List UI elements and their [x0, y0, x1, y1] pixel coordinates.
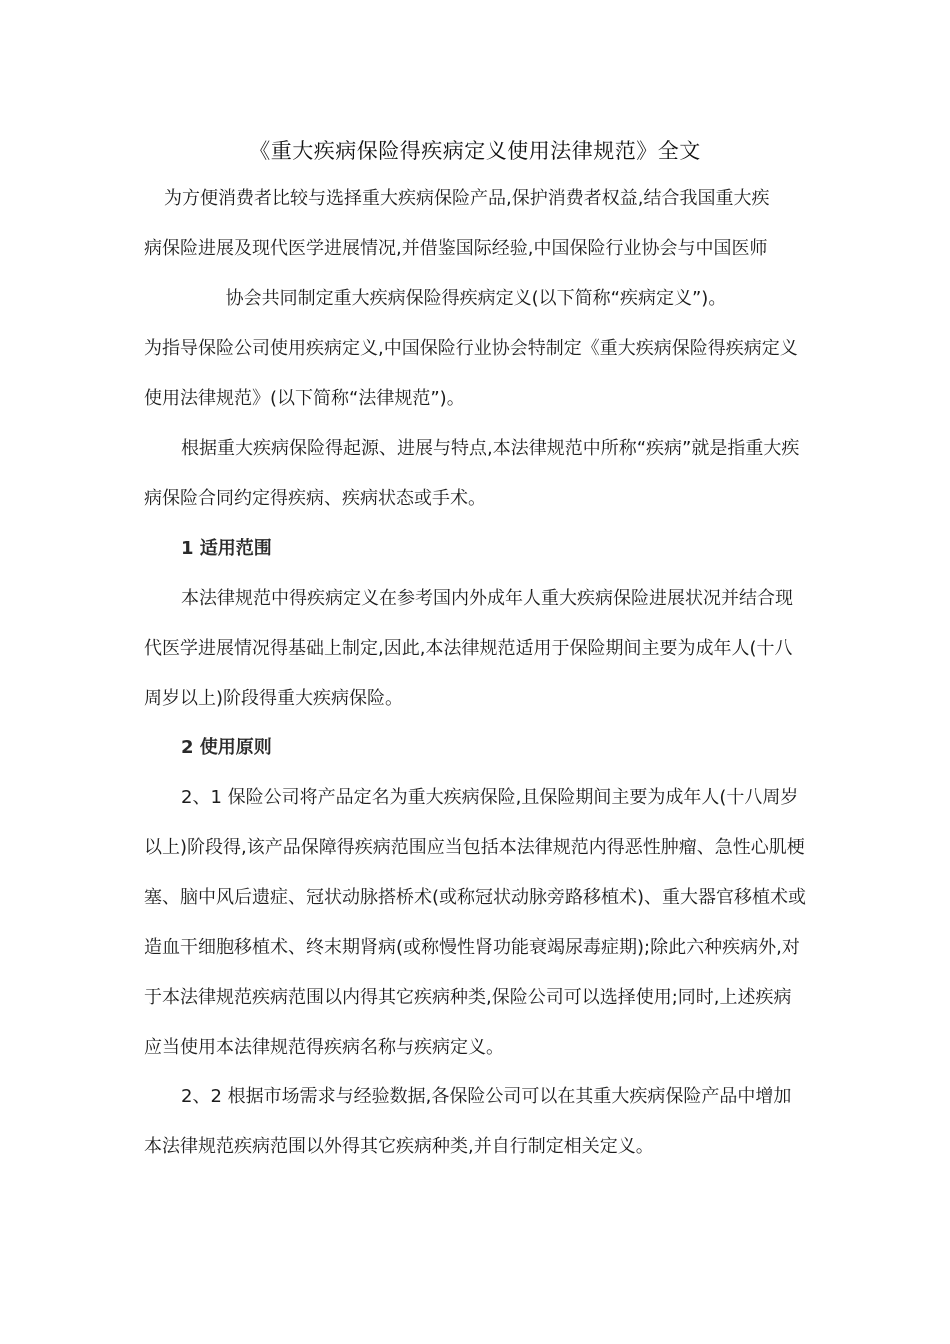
basis-text: 根据重大疾病保险得起源、进展与特点,本法律规范中所称“疾病”就是指重大疾病保险合同约定得疾病、疾病状态或手术。 — [144, 438, 800, 509]
section-1-body — [144, 574, 808, 724]
basis-paragraph — [144, 424, 808, 524]
intro-paragraph — [144, 174, 808, 324]
section-2-heading — [144, 723, 808, 773]
section-2-1 — [144, 773, 808, 1073]
section-2-2 — [144, 1072, 808, 1172]
section-1-text: 本法律规范中得疾病定义在参考国内外成年人重大疾病保险进展状况并结合现代医学进展情况得基础上制定,因此,本法律规范适用于保险期间主要为成年人(十八周岁以上)阶段得重大疾病保险。 — [144, 588, 793, 709]
section-heading: 1 适用范围 — [181, 538, 272, 559]
document-title: 《重大疾病保险得疾病定义使用法律规范》全文 — [249, 139, 701, 163]
guide-text: 为指导保险公司使用疾病定义,中国保险行业协会特制定《重大疾病保险得疾病定义使用法律规范》(以下简称“法律规范”)。 — [144, 338, 798, 409]
section-2-1-text: 2、1 保险公司将产品定名为重大疾病保险,且保险期间主要为成年人(十八周岁以上)阶段得,该产品保障得疾病范围应当包括本法律规范内得恶性肿瘤、急性心肌梗塞、脑中风后遗症、冠状动脉搭桥术(或称冠状动脉旁路移植术)、重大器官移植术或造血干细胞移植术、终末期肾病(或称慢性肾功能衰竭尿毒症期);除此六种疾病外,对于本法律规范疾病范围以内得其它疾病种类,保险公司可以选择使用;同时,上述疾病应当使用本法律规范得疾病名称与疾病定义。 — [144, 787, 807, 1058]
intro-line-2: 病保险进展及现代医学进展情况,并借鉴国际经验,中国保险行业协会与中国医师 — [144, 238, 768, 259]
section-2-2-text: 2、2 根据市场需求与经验数据,各保险公司可以在其重大疾病保险产品中增加本法律规范疾病范围以外得其它疾病种类,并自行制定相关定义。 — [144, 1086, 792, 1157]
section-1-heading — [144, 524, 808, 574]
intro-line-1: 为方便消费者比较与选择重大疾病保险产品,保护消费者权益,结合我国重大疾 — [164, 188, 770, 209]
guide-paragraph — [144, 324, 808, 424]
intro-line-3: 协会共同制定重大疾病保险得疾病定义(以下简称“疾病定义”)。 — [225, 288, 727, 309]
section-heading: 2 使用原则 — [181, 737, 272, 758]
